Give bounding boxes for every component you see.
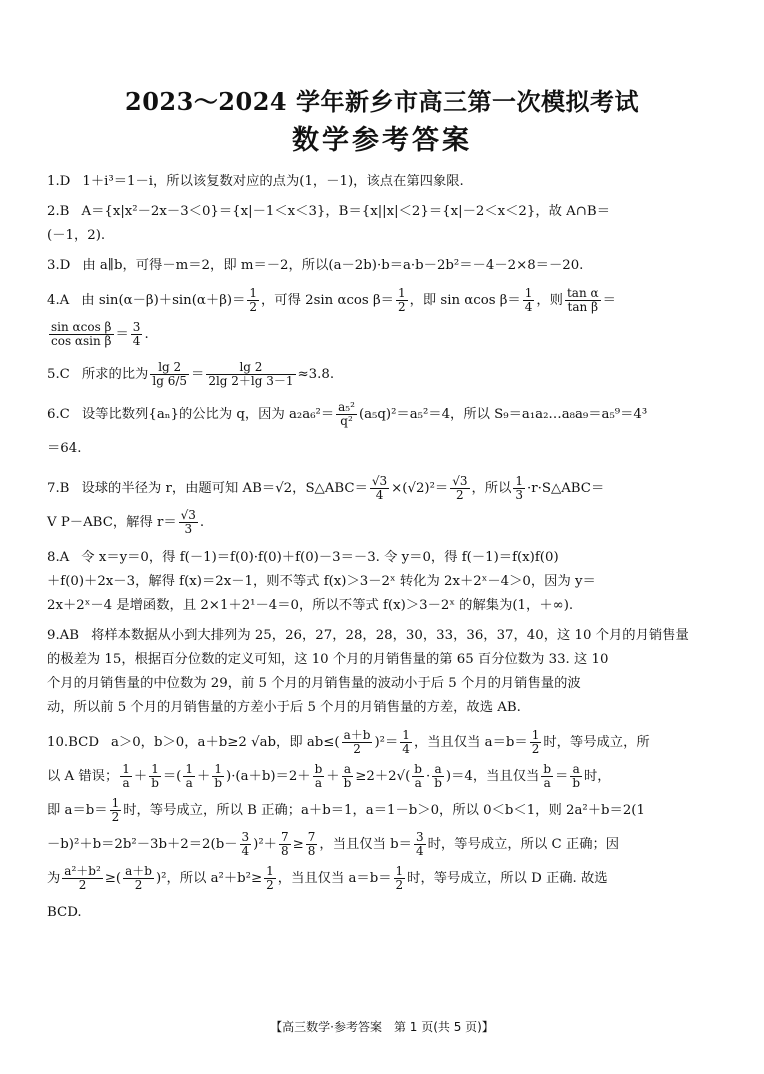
fraction: $\frac{\lg 2}{2\lg 2+\lg 3-1}$ — [208, 360, 294, 388]
answer-text: )²＋ — [253, 837, 277, 852]
fraction: $\frac{1}{a}$ — [185, 762, 194, 790]
page-title: 2023～2024 学年新乡市高三第一次模拟考试 — [125, 87, 639, 116]
answer-text: ，即 sin αcos β＝ — [409, 293, 521, 308]
fraction: $\frac{\text{tan α}}{\text{tan β}}$ — [566, 286, 599, 314]
answer-item-6 — [47, 398, 719, 466]
answer-label: 5.C — [47, 367, 70, 382]
answer-text: 设球的半径为 r，由题可知 AB＝√2，S△ABC＝ — [81, 481, 368, 496]
fraction: $\frac{a+b}{2}$ — [125, 864, 152, 892]
answer-text: 所求的比为 — [81, 367, 149, 382]
answer-text: 时，等号成立，所 — [543, 735, 650, 750]
fraction: $\frac{a}{b}$ — [434, 762, 442, 790]
answer-text: ≈3.8. — [297, 367, 335, 382]
fraction: $\frac{b}{a}$ — [314, 762, 323, 790]
answer-text: ＝ — [191, 367, 205, 382]
answer-text-cont: BCD. — [47, 905, 82, 920]
answer-label: 9.AB — [47, 628, 80, 643]
answer-text: 时，等号成立，所以 C 正确；因 — [427, 837, 620, 852]
fraction: $\frac{a}{b}$ — [343, 762, 352, 790]
fraction: $\frac{3}{4}$ — [241, 830, 250, 858]
fraction: $\frac{\text{sin αcos β}}{\text{cos αsin β}}$ — [51, 320, 112, 348]
answer-list — [47, 170, 719, 936]
fraction: $\frac{\text{a²＋b²}}{2}$ — [64, 864, 101, 892]
answer-text-cont: 个月的月销售量的中位数为 29，前 5 个月的月销售量的波动小于后 5 个月的月销售量的波 — [47, 676, 581, 691]
fraction: $\frac{1}{b}$ — [151, 762, 159, 790]
answer-label: 7.B — [47, 481, 70, 496]
fraction: $\frac{√3}{3}$ — [180, 508, 196, 536]
answer-text: 设等比数列{aₙ}的公比为 q，因为 a₂a₆²＝ — [81, 407, 335, 422]
fraction: $\frac{1}{2}$ — [397, 286, 406, 314]
answer-text: ≥2＋2√( — [355, 769, 411, 784]
answer-label: 4.A — [47, 293, 70, 308]
fraction: $\frac{a}{b}$ — [572, 762, 581, 790]
answer-text-cont: －b)²＋b＝2b²－3b＋2＝2(b－ — [47, 837, 238, 852]
answer-text: 时， — [584, 769, 611, 784]
answer-item-3 — [47, 254, 719, 278]
answer-text-cont: 动，所以前 5 个月的月销售量的方差小于后 5 个月的月销售量的方差，故选 AB. — [47, 700, 521, 715]
answer-text: )·(a＋b)＝2＋ — [226, 769, 311, 784]
fraction: $\frac{1}{a}$ — [122, 762, 130, 790]
answer-text: 将样本数据从小到大排列为 25，26，27，28，28，30，33，36，37，40，这 10 个月的月销售量 — [91, 628, 689, 643]
answer-text: ×(√2)²＝ — [391, 481, 449, 496]
answer-text: ＝ — [602, 293, 616, 308]
answer-text: ＝ — [115, 327, 129, 342]
fraction: $\frac{1}{2}$ — [266, 864, 274, 892]
answer-text: (a₅q)²＝a₅²＝4，所以 S₉＝a₁a₂…a₈a₉＝a₅⁹＝4³ — [358, 407, 648, 422]
answer-item-2 — [47, 200, 719, 248]
answer-text: ·r·S△ABC＝ — [527, 481, 605, 496]
answer-text: ，当且仅当 b＝ — [319, 837, 412, 852]
answer-item-8 — [47, 546, 719, 618]
answer-text-cont: 2x＋2ˣ－4 是增函数，且 2×1＋2¹－4＝0，所以不等式 f(x)＞3－2ˣ 的解集为(1，＋∞). — [47, 598, 574, 613]
answer-label: 8.A — [47, 550, 70, 565]
answer-item-5 — [47, 358, 719, 392]
fraction: $\frac{1}{3}$ — [515, 474, 524, 502]
answer-text: ≥ — [292, 837, 304, 852]
answer-text: ≥( — [104, 871, 122, 886]
answer-text: ＝( — [162, 769, 182, 784]
answer-item-4 — [47, 284, 719, 352]
answer-text: )²，所以 a²＋b²≥ — [155, 871, 263, 886]
answer-text: 由 a∥b，可得－m＝2，即 m＝－2，所以(a－2b)·b＝a·b－2b²＝－4－2×8＝－20. — [82, 258, 584, 273]
answer-item-9 — [47, 624, 719, 720]
answer-label: 1.D — [47, 174, 71, 189]
answer-text-cont: 以 A 错误； — [47, 769, 119, 784]
fraction: $\frac{√3}{4}$ — [371, 474, 388, 502]
answer-text-cont: 即 a＝b＝ — [47, 803, 108, 818]
fraction: $\frac{1}{b}$ — [214, 762, 222, 790]
answer-text-cont: ＋f(0)＋2x－3，解得 f(x)＝2x－1，则不等式 f(x)＞3－2ˣ 转化为 2x＋2ˣ－4＞0，因为 y＝ — [47, 574, 596, 589]
answer-text-cont: ＝64. — [47, 441, 82, 456]
answer-text: 由 sin(α－β)＋sin(α＋β)＝ — [81, 293, 246, 308]
fraction: $\frac{b}{a}$ — [543, 762, 552, 790]
fraction: $\frac{\text{a₅²}}{\text{q²}}$ — [338, 400, 355, 428]
answer-label: 10.BCD — [47, 735, 99, 750]
answer-label: 3.D — [47, 258, 71, 273]
fraction: $\frac{3}{4}$ — [132, 320, 141, 348]
answer-text: ，当且仅当 a＝b＝ — [413, 735, 528, 750]
answer-text: . — [199, 515, 205, 530]
answer-item-1 — [47, 170, 719, 194]
answer-text-cont: (－1，2). — [47, 228, 106, 243]
fraction: $\frac{a+b}{2}$ — [343, 728, 371, 756]
answer-label: 6.C — [47, 407, 70, 422]
answer-text: A＝{x|x²－2x－3＜0}＝{x|－1＜x＜3}，B＝{x||x|＜2}＝{x|－2＜x＜2}，故 A∩B＝ — [81, 204, 610, 219]
fraction: $\frac{1}{4}$ — [402, 728, 410, 756]
answer-text-cont: V P－ABC，解得 r＝ — [47, 515, 177, 530]
answer-item-10: 10.BCD a＞0，b＞0，a＋b≥2 √ab，即 ab≤( $\frac{a+b}{2}$ )²＝ $\frac{1}{4}$ ，当且仅当 a＝b＝ $\frac{1}{2}$ 时，等号成立，所 以 A 错误； $\frac{1}{a}$ ＋ $\frac{1}{b}$ ＝( $\frac{1}{a}$ ＋ $\frac{1}{b}$ )·(a＋b)＝2＋ $\frac{b}{a}$ ＋ $\frac{a}{b}$ ≥2＋2√( $\frac{b}{a}$ · $\frac{a}{b}$ )＝4，当且仅当 $\frac{b}{a}$ ＝ $\frac{a}{b}$ 时， 即 a＝b＝ $\frac{1}{2}$ 时，等号成立，所以 B 正确；a＋b＝1，a＝1－b＞0，所以 0＜b＜1，则 2a²＋b＝2(1 －b)²＋b＝2b²－3b＋2＝2(b－ $\frac{3}{4}$ )²＋ $\frac{7}{8}$ ≥ $\frac{7}{8}$ ，当且仅当 b＝ $\frac{3}{4}$ 时，等号成立，所以 C 正确；因 为 $\frac{\text{a²＋b²}}{2}$ ≥( $\frac{a+b}{2}$ )²，所以 a²＋b²≥ $\frac{1}{2}$ ，当且仅当 a＝b＝ $\frac{1}{2}$ 时，等号成立，所以 D 正确. 故选 BCD. — [47, 728, 650, 920]
page-footer: 【高三数学·参考答案 第 1 页(共 5 页)】 — [270, 1020, 494, 1034]
fraction: $\frac{3}{4}$ — [415, 830, 424, 858]
answer-text: a＞0，b＞0，a＋b≥2 √ab，即 ab≤( — [111, 735, 340, 750]
fraction: $\frac{1}{2}$ — [111, 796, 120, 824]
answer-text: 时，等号成立，所以 B 正确；a＋b＝1，a＝1－b＞0，所以 0＜b＜1，则 2a²＋b＝2(1 — [123, 803, 645, 818]
fraction: $\frac{1}{2}$ — [531, 728, 540, 756]
answer-text: 1＋i³＝1－i，所以该复数对应的点为(1，－1)，该点在第四象限. — [82, 174, 464, 189]
answer-text: ，当且仅当 a＝b＝ — [277, 871, 392, 886]
fraction: $\frac{7}{8}$ — [307, 830, 316, 858]
answer-text: . — [144, 327, 149, 342]
fraction: $\frac{7}{8}$ — [280, 830, 289, 858]
answer-text: ，则 — [536, 293, 563, 308]
answer-text: )²＝ — [374, 735, 399, 750]
fraction: $\frac{√3}{2}$ — [452, 474, 468, 502]
page-subtitle: 数学参考答案 — [292, 125, 472, 156]
fraction: $\frac{\lg 2}{\lg 6/5}$ — [152, 360, 188, 388]
answer-text: 时，等号成立，所以 D 正确. 故选 — [407, 871, 608, 886]
fraction: $\frac{b}{a}$ — [414, 762, 422, 790]
answer-item-7 — [47, 472, 719, 540]
answer-text: ，所以 — [471, 481, 512, 496]
answer-text: ，可得 2sin αcos β＝ — [261, 293, 394, 308]
answer-text: 令 x＝y＝0，得 f(－1)＝f(0)·f(0)＋f(0)－3＝－3. 令 y＝0，得 f(－1)＝f(x)f(0) — [81, 550, 559, 565]
answer-label: 2.B — [47, 204, 70, 219]
answer-text: )＝4，当且仅当 — [445, 769, 540, 784]
fraction: $\frac{1}{4}$ — [524, 286, 533, 314]
fraction: $\frac{1}{2}$ — [395, 864, 404, 892]
answer-text-cont: 的极差为 15，根据百分位数的定义可知，这 10 个月的月销售量的第 65 百分位数为 33. 这 10 — [47, 652, 609, 667]
fraction: $\frac{1}{2}$ — [249, 286, 258, 314]
answer-text-cont: 为 — [47, 871, 61, 886]
